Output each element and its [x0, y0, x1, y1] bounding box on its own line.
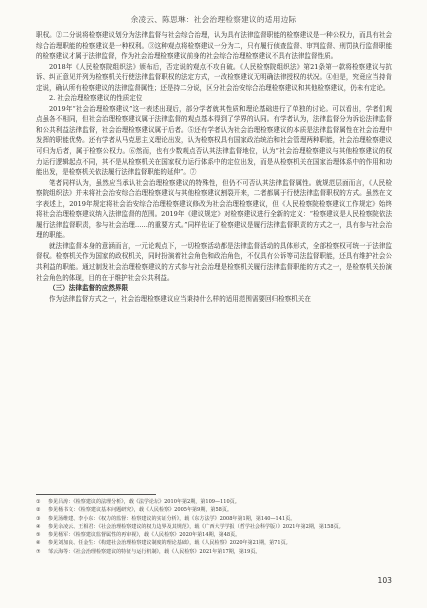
footnote-text: 参见汤维建、李小东：《权力的监督：检察建议的实证分析》，载《东方法学》2008年第1期，第140—141页。: [48, 515, 296, 522]
footnote-number: ②: [36, 507, 41, 514]
footnote: [36, 548, 392, 556]
footnote: [36, 506, 392, 514]
paragraph: 职权。②二分说将检察建议划分为法律监督与社会综合治理，认为具有法律监督职能的检察建议是一种公权力，而具有社会综合治理职能的检察建议是一种权利。③这种观点将检察建议一分为二，只有履行侦查监督、审判监督、刑罚执行监督职能的检察建议才属于法律监督，作为社会治理检察建议前身的社会综合治理检察建议不具有法律监督性质。: [36, 31, 392, 61]
section-heading: 2. 社会治理检察建议的性质定位: [49, 94, 143, 103]
footnote-number: ⑦: [36, 548, 41, 555]
footnote: [36, 523, 392, 531]
footnote-number: ①: [36, 499, 41, 505]
paragraph: 就法律监督本身的意涵而言，一元论观点下，一切检察活动都是法律监督活动的具体形式，全部检察权可统一于法律监督权。检察机关作为国家的政权机关，同时扮演着社会角色和政治角色，不仅具有公诉等司法监督职能，还具有维护社会公共利益的职能。通过制发社会治理检察建议的方式参与社会治理是检察机关履行法律监督职能的方式之一，是检察机关扮演社会角色的体现，目的在于维护社会公共利益。: [36, 241, 392, 282]
paragraph: 作为法律监督方式之一，社会治理检察建议应当秉持什么样的适用范围需要回归检察机关在: [49, 294, 311, 303]
footnote-text: 邹云海等：《社会治理检察建议的特征与运行机制》，载《人民检察》2021年第17期，第19页。: [48, 548, 261, 555]
footnote: [36, 531, 392, 539]
footnotes: [36, 498, 392, 556]
body-text: [36, 30, 392, 304]
footnote-number: ③: [36, 515, 41, 522]
footnote-text: 参见刘加良、任金生：《构建社会治理检察建议制度的理论基础》，载《人民检察》2020年第21期，第71页。: [48, 540, 291, 547]
paragraph: 笔者同样认为，虽然应当承认社会治理检察建议的特殊性，但仍不可否认其法律监督属性。就规范层面而言，《人民检察院组织法》并未将社会治安综合治理检察建议与其他检察建议割裂开来，二者都属于行使法律监督职权的方式。虽然在文字表述上，2019年规定将社会治安综合治理检察建议修改为社会治理检察建议，但《人民检察院检察建议工作规定》始终将社会治理检察建议纳入法律监督的范围。2019年《建议规定》对检察建议进行全新的定义：“检察建议是人民检察院依法履行法律监督职责，参与社会治理……的重要方式。”同样佐证了检察建议是履行法律监督职责的方式之一，具有参与社会治理的职能。: [36, 178, 392, 240]
subsection-heading: （三）法律监督的应然界限: [49, 284, 129, 293]
footnote-text: 参见杨书文：《检察建议基本问题研究》，载《人民检察》2005年第9期，第58页。: [48, 507, 232, 514]
footnote-text: 参见余凌云、王相君：《社会治理检察建议的权力边界及其规范》，载《广西大学学报（哲学社会科学版）》2021年第2期，第158页。: [48, 523, 344, 530]
footnote: [36, 498, 392, 506]
footnote-number: ⑥: [36, 540, 41, 547]
paragraph: 2018年《人民检察院组织法》颁布后，否定说的观点不攻自破。《人民检察院组织法》第21条第一款将检察建议与抗诉、纠正意见并列为检察机关行使法律监督职权的法定方式，一改检察建议无明确法律授权的状况。④但是，究竟应当持肯定说，确认所有检察建议的法律监督属性；还是持二分说，区分社会治安综合治理检察建议和其他检察建议，仍未有定论。: [36, 62, 392, 92]
footnote-number: ⑤: [36, 532, 41, 539]
paragraph: 2019年“社会治理检察建议”这一表述出现后，部分学者就其性质和理论基础进行了单独的讨论。可以看出，学者们观点虽各不相同，但社会治理检察建议属于法律监督的观点基本得到了学界的认同。有学者认为，法律监督分为诉讼法律监督和公共利益法律监督，社会治理检察建议属于后者。⑤还有学者认为社会治理检察建议的本质是法律监督属性在社会治理中发挥的职能优势。还有学者从马克思主义理论出发，认为检察权具有国家政治统治和社会管理两种职能，社会治理检察建议可归为后者，属于检察公权力。⑥然而，也有少数观点否认其法律监督地位，认为“社会治理检察建议与其他检察建议的权力运行逻辑起点不同，其不是从检察机关在国家权力运行体系中的定位出发，而是从检察机关在国家治理体系中的作用和功能出发，是检察机关依法履行法律监督职能的延伸”。⑦: [36, 104, 392, 177]
running-header: 余凌云、陈思琳：社会治理检察建议的适用边际: [130, 15, 297, 24]
page-number: 103: [377, 576, 392, 585]
footnote-text: 参见吕涛：《检察建议的法理分析》，载《法学论坛》2010年第2期，第109—110页。: [48, 499, 240, 505]
footnote-text: 参见杨军：《检察建议监督属性的再审视》，载《人民检察》2020年第14期，第48页。: [48, 532, 241, 539]
footnote-number: ④: [36, 523, 41, 530]
footnote-divider: [36, 494, 156, 495]
footnote: [36, 515, 392, 523]
footnote: [36, 539, 392, 547]
